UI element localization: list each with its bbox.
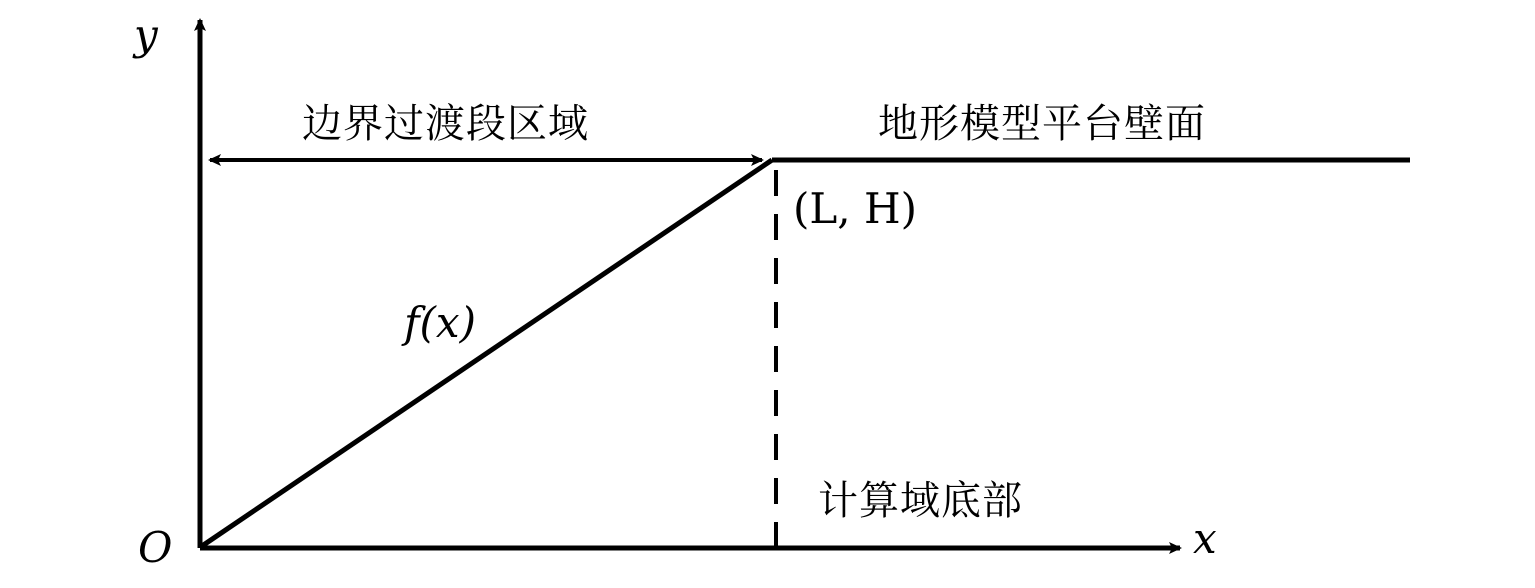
transition-zone-label: 边界过渡段区域 [302,101,589,147]
x-axis-label: x [1193,514,1217,563]
y-axis-label: y [134,10,158,59]
transition-slope-line [202,160,772,546]
point-coordinate-label: (L, H) [793,184,917,233]
function-curve-label: f(x) [404,298,477,347]
origin-label: O [138,523,173,572]
domain-bottom-label: 计算域底部 [818,478,1023,524]
platform-wall-label: 地形模型平台壁面 [878,101,1206,147]
